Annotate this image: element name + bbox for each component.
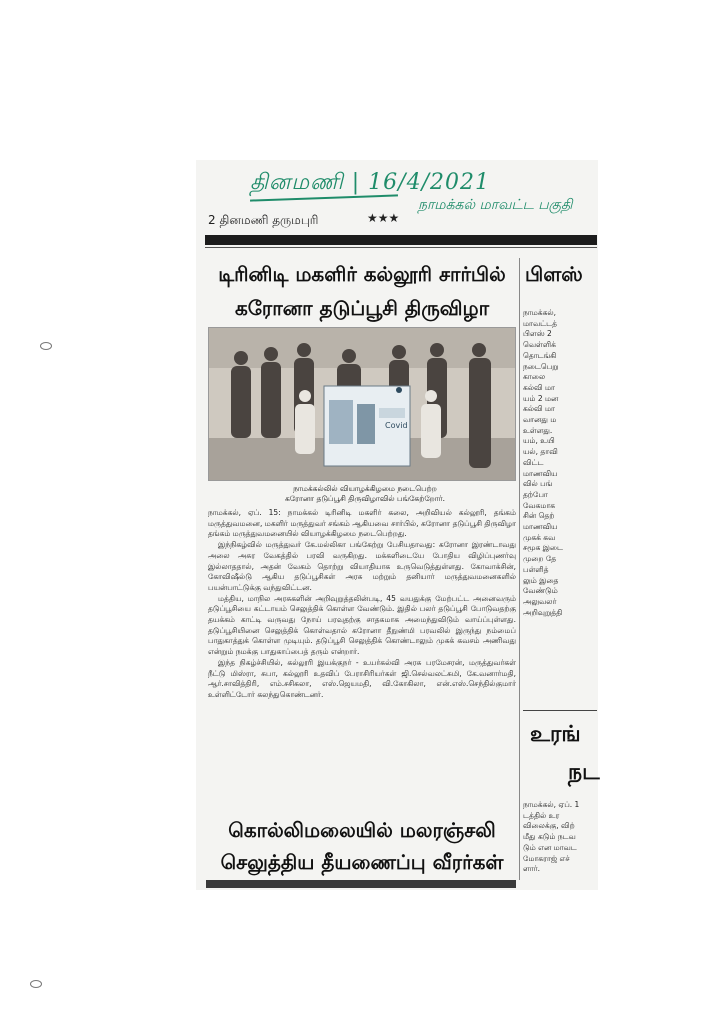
right-column-line: மாணவிய (523, 468, 558, 478)
right-column-text (523, 308, 597, 618)
article-headline-line1: டிரினிடி மகளிர் கல்லூரி சார்பில் (218, 262, 506, 286)
right-column-separator (523, 710, 597, 711)
header-rule (205, 235, 597, 245)
right-column-line: வேகமாக (523, 500, 556, 510)
right-column-line: உள்ளது. (523, 425, 553, 435)
right-column-headline-2a: உரங் (530, 722, 581, 747)
banner-text: Covid (385, 421, 408, 430)
right-column-line: நாமக்கல், (523, 308, 556, 317)
group-photo-illustration (209, 328, 515, 480)
right-column-line: டத்தில் உர (523, 810, 560, 820)
right-column-line: அலுவலர் (523, 596, 557, 606)
right-column-line: பள்ளித் (523, 564, 549, 574)
right-column-line: சமூக இடை (523, 543, 564, 553)
article-paragraph: இந்த நிகழ்ச்சியில், கல்லூரி இயக்குநர் - உயர்கல்வி அரசு பரமேசரன், மருத்துவர்கள் நீட்டு மிஸ்ரா, சுபா, கல்லூரி உதவிப் பேராசிரியர்கள் ஜி.செல்வலட்சுமி, கே.வனார்மதி, ஆர்.சாவித்திரி, எம்.சசிகலா, எஸ்.ஜெயமதி, வி.கோகிலா, என்.எஸ்.செந்தில்குமார் உள்ளிட்டோர் கலந்துகொண்டனர். (208, 657, 516, 699)
right-column-line: நாமக்கல், ஏப். 1 (523, 800, 580, 809)
right-column-line: ளார். (523, 864, 540, 874)
right-column-line: விட்ட (523, 457, 544, 467)
photo-caption-line1: நாமக்கல்லில் வியாழக்கிழமை நடைபெற்ற (293, 484, 437, 493)
right-column-line: சின் தெற் (523, 511, 555, 521)
right-column-line: அறிவுறுத்தி (523, 607, 563, 617)
bottom-photo-strip (206, 880, 516, 888)
right-column-line: நடைபெறு (523, 361, 559, 371)
right-column-line: யம், உயி (523, 436, 555, 446)
article-paragraph: இந்நிகழ்வில் மருத்துவர் கே.மல்லிகா பங்கேற்று பேசியதாவது: கரோனா இரண்டாவது அலை அசுர வேகத்தில் பரவி வருகிறது. மக்களிடையே போதிய விழிப்புணர்வு இல்லாததால், அதன் வேகம் தொற்று வியாதியாக உருவெடுத்துள்ளது. கோவாக்சின், கோவிஷீல்டு ஆகிய தடுப்பூசிகள் அரசு மற்றும் தனியார் மருத்துவமனைகளில் பயன்பாட்டுக்கு வந்துவிட்டன. (208, 540, 516, 592)
right-column-line: டும் என மாவட (523, 842, 577, 852)
right-column-line: வெள்ளிக் (523, 340, 556, 350)
article-photo (208, 327, 516, 481)
right-column-line: யம் 2 மன (523, 393, 559, 403)
right-column-line: வில் பங் (523, 479, 553, 489)
right-column-line: லும் இதை (523, 575, 559, 585)
page-header: 2 தினமணி தருமபுரி (208, 213, 319, 227)
right-column-line: கல்வி மா (523, 382, 555, 392)
right-column-headline-2b: நட (568, 760, 600, 785)
right-column-line: தொடங்கி (523, 350, 557, 360)
right-column-line: யல், தாவி (523, 447, 558, 457)
scan-mark (30, 980, 42, 988)
photo-caption-line2: கரோனா தடுப்பூசி திருவிழாவில் பங்கேற்றோர். (284, 494, 445, 503)
right-column-line: மாவட்டத் (523, 318, 557, 328)
right-column-line: காலை (523, 372, 546, 382)
edition-stars: ★★★ (367, 211, 400, 225)
right-column-headline: பிளஸ் (525, 262, 583, 286)
right-column-line: வானது ம (523, 415, 557, 425)
article-body (208, 508, 516, 701)
column-divider (519, 258, 520, 880)
right-column-text-2 (523, 800, 597, 875)
right-column-line: விலைக்கு, விற் (523, 821, 575, 831)
scan-mark (40, 342, 52, 350)
article-paragraph: நாமக்கல், ஏப். 15: நாமக்கல் டிரினிடி மகளிர் கலை, அறிவியல் கல்லூரி, தங்கம் மருத்துவமனை, மகளிர் மருத்துவர் சங்கம் ஆகியவை சார்பில், கரோனா தடுப்பூசி திருவிழா தங்கம் மருத்துவமனையில் வியாழக்கிழமை நடைபெற்றது. (208, 508, 516, 539)
right-column-line: முகக் கவ (523, 532, 556, 542)
right-column-line: மோகராஜ் எச் (523, 853, 570, 863)
article-headline-line2: கரோனா தடுப்பூசி திருவிழா (234, 296, 490, 320)
right-column-line: கல்வி மா (523, 404, 555, 414)
second-headline-line2: செலுத்திய தீயணைப்பு வீரர்கள் (220, 850, 504, 874)
second-headline-line1: கொல்லிமலையில் மலரஞ்சலி (228, 818, 496, 842)
right-column-line: பிளஸ் 2 (523, 329, 552, 339)
right-column-line: மாணவிய (523, 522, 558, 532)
right-column-line: முறை தே (523, 554, 557, 564)
article-paragraph: மத்திய, மாநில அரசுகளின் அறிவுறுத்தலின்படி, 45 வயதுக்கு மேற்பட்ட அனைவரும் தடுப்பூசியை கட்டாயம் செலுத்திக் கொள்ள வேண்டும். இதில் பலர் தடுப்பூசி போடுவதற்கு தயக்கம் காட்டி வருவது நோய் பரவுதற்கு சாதகமாக அமைந்துவிடும் வாய்ப்புள்ளது. தடுப்பூசியினை செலுத்திக் கொள்வதால் கரோனா தீநுண்மி பரவலில் இருந்து நம்மைப் பாதுகாத்துக் கொள்ள முடியும். தடுப்பூசி செலுத்திக் கொண்டாலும் முகக் கவசம் அணிவது என்றும் நமக்கு பாதுகாப்பைத் தரும் என்றார். (208, 593, 516, 657)
right-column-line: வேண்டும் (523, 586, 558, 596)
handwritten-place-note: நாமக்கல் மாவட்ட பகுதி (418, 197, 573, 213)
handwritten-date-note: தினமணி | 16/4/2021 (250, 170, 490, 195)
right-column-line: மீது கடும் நடவ (523, 832, 576, 842)
right-column-line: தற்போ (523, 489, 548, 499)
header-thin-rule (205, 247, 597, 248)
